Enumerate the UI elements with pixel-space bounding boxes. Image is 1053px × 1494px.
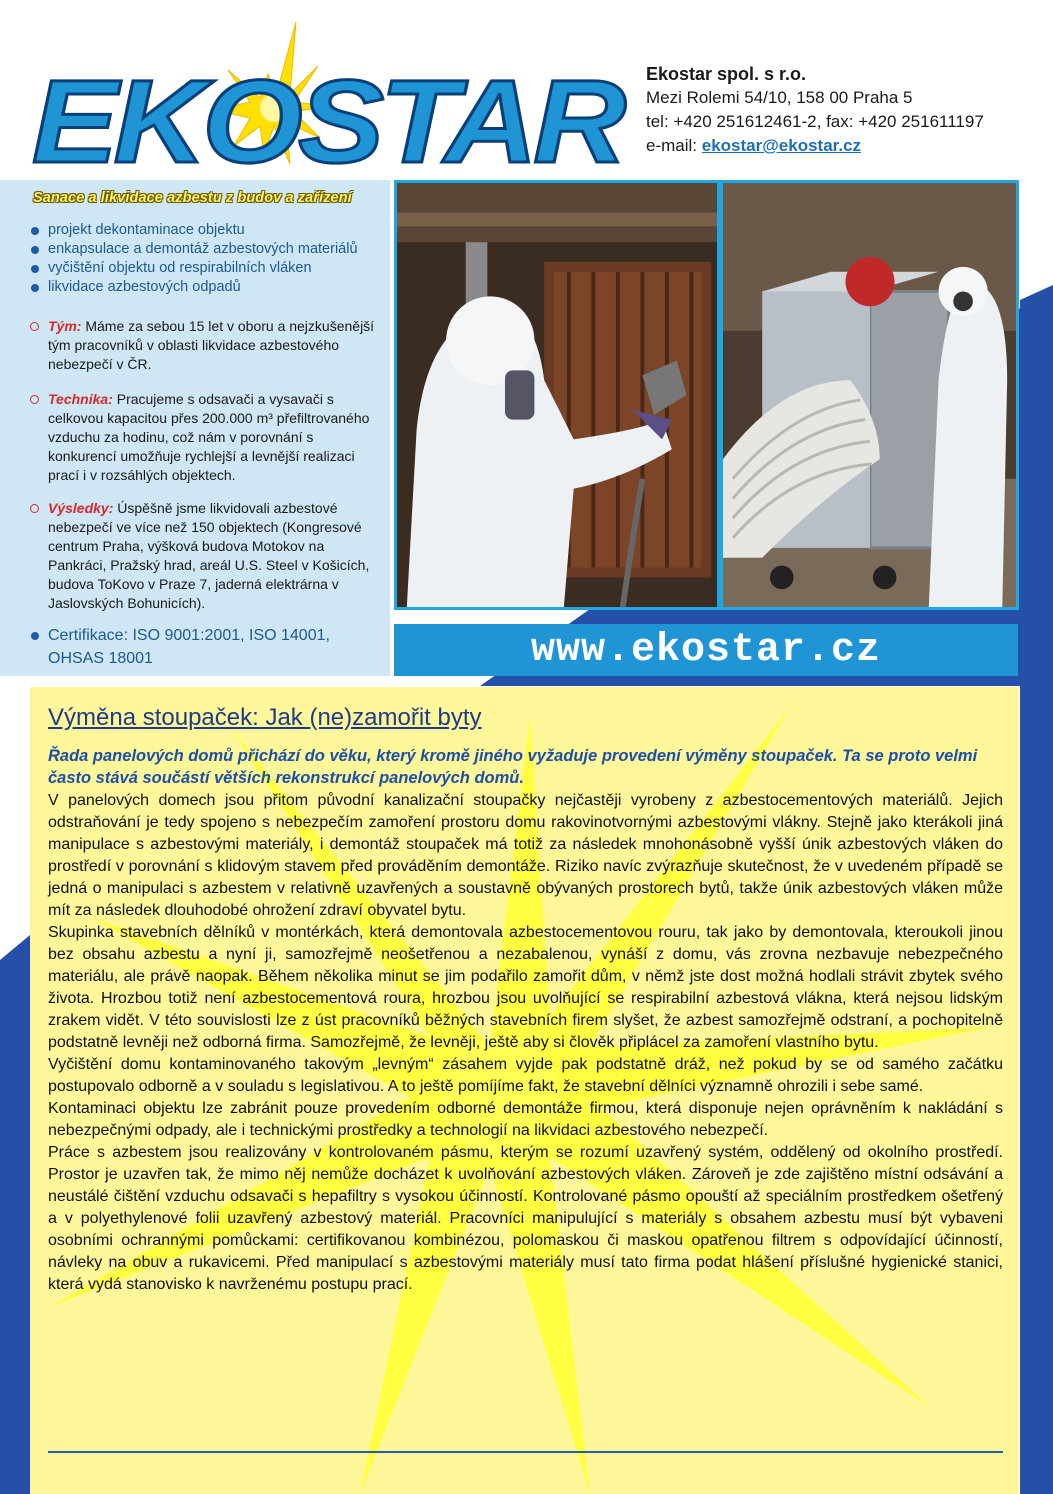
service-item: enkapsulace a demontáž azbestových materiálů bbox=[28, 240, 358, 259]
company-phone: tel: +420 251612461-2, fax: +420 251611197 bbox=[646, 112, 984, 131]
feature-text: Máme za sebou 15 let v oboru a nejzkušenější tým pracovníků v oblasti likvidace azbestového nebezpečí v ČR. bbox=[48, 318, 375, 372]
feature-label: Tým: bbox=[48, 318, 82, 334]
article-paragraph: Vyčištění domu kontaminovaného takovým „levným“ zásahem vyjde pak podstatně dráž, než pokud by se od samého začátku postupovalo odborně a v souladu s legislativou. A to ještě pomíjíme fakt, že stavební dělníci významně ohrozili i sebe samé. bbox=[48, 1056, 1003, 1095]
feature-label: Technika: bbox=[48, 391, 113, 407]
article-title: Výměna stoupaček: Jak (ne)zamořit byty bbox=[48, 704, 482, 731]
ring-bullet-icon bbox=[30, 504, 39, 513]
website-url[interactable]: www.ekostar.cz bbox=[530, 628, 882, 673]
certification: Certifikace: ISO 9001:2001, ISO 14001, OHSAS 18001 bbox=[28, 624, 388, 670]
feature-text: Úspěšně jsme likvidovali azbestové nebezpečí ve více než 150 objektech (Kongresové centrum Praha, výšková budova Motokov na Pankráci, Pražský hrad, areál U.S. Steel v Košicích, budova ToKovo v Praze 7, jaderná elektrárna v Jaslovských Bohunicích). bbox=[48, 500, 370, 611]
email-label: e-mail: bbox=[646, 136, 698, 155]
feature-text: Pracujeme s odsavači a vysavači s celkovou kapacitou přes 200.000 m³ přefiltrovaného vzduchu za hodinu, což nám v porovnání s konkurencí umožňuje rychlejší a levnější realizaci prací i v rozsáhlých objektech. bbox=[48, 391, 370, 483]
ekostar-logo bbox=[28, 14, 628, 172]
article-paragraph: Skupinka stavebních dělníků v montérkách, která demontovala azbestocementovou rouru, tak jako by demontovala, kteroukoli jinou bez obsahu azbestu a nyní ji, samozřejmě neošetřenou a nezabalenou, vynáší z domu, vás zrovna nezbavuje nebezpečného materiálu, ale právě naopak. Během několika minut se jim podařilo zamořit dům, v němž jste dost možná hodlali strávit zbytek svého života. Hrozbou totiž není azbestocementová roura, hrozbou jsou uvolňující se respirabilní azbestová vlákna, která nejsou lidským zrakem vidět. V této souvislosti lze z úst pracovníků běžných stavebních firem slyšet, že azbest samozřejmě odstraní, a pochopitelně podstatně levněji než odborná firma. Samozřejmě, že levněji, ještě aby si člověk připlácel za zamoření vlastního bytu. bbox=[48, 924, 1003, 1051]
service-item: vyčištění objektu od respirabilních vláken bbox=[28, 259, 358, 278]
contact-info bbox=[646, 62, 1046, 158]
service-item: likvidace azbestových odpadů bbox=[28, 278, 358, 297]
service-item: projekt dekontaminace objektu bbox=[28, 221, 358, 240]
bullet-icon bbox=[31, 227, 39, 235]
bullet-icon bbox=[31, 265, 39, 273]
article-paragraph: V panelových domech jsou přitom původní kanalizační stoupačky nejčastěji vyrobeny z azbestocementových materiálů. Jejich odstraňování je tedy spojeno s nebezpečím zamoření prostoru domu rakovinotvornými azbestovými vlákny. Stejně jako kterákoli jiná manipulace s azbestovými materiály, i demontáž stoupaček má totiž za následek mnohonásobně vyšší únik azbestových vláken do prostředí v porovnání s klidovým stavem před prováděním demontáže. Riziko navíc zvýrazňuje skutečnost, že v uvedeném případě se jedná o manipulaci s azbestem v relativně uzavřených a soustavně obývaných prostorech bytů, takže únik azbestových vláken může mít za následek dlouhodobé ohrožení zdraví obyvatel bytu. bbox=[48, 792, 1003, 919]
company-name: Ekostar spol. s r.o. bbox=[646, 64, 807, 84]
email-link[interactable]: ekostar@ekostar.cz bbox=[701, 136, 862, 155]
bullet-icon bbox=[31, 632, 39, 640]
company-email-line bbox=[646, 134, 1046, 158]
services-list bbox=[28, 221, 358, 297]
photo-worker-spraying bbox=[394, 180, 720, 610]
feature-results bbox=[30, 499, 385, 613]
article-paragraph: Práce s azbestem jsou realizovány v kontrolovaném pásmu, kterým se rozumí uzavřený systém, oddělený od okolního prostředí. Prostor je uzavřen tak, že mimo něj nemůže docházet k uvolňování azbestových vláken. Zároveň je zde zajištěno místní odsávání a neustálé čištění vzduchu odsavači s hepafiltry s vysokou účinností. Kontrolované pásmo opouští až speciálním prostředkem ošetřený a v polyethylenové folii uzavřený azbestový materiál. Pracovníci manipulující s materiály s obsahem azbestu musí být vybaveni osobními ochrannými pomůckami: certifikovanou kombinézou, polomaskou či maskou opatřenou filtrem s odpovídající účinností, návleky na obuv a rukavicemi. Před manipulací s azbestovými materiály musí tato firma podat hlášení příslušné hygienické stanici, která vydá stanovisko k navrženému postupu prací. bbox=[48, 1144, 1003, 1293]
article-body bbox=[48, 790, 1003, 1296]
ring-bullet-icon bbox=[30, 322, 39, 331]
feature-label: Výsledky: bbox=[48, 500, 114, 516]
ring-bullet-icon bbox=[30, 395, 39, 404]
bullet-icon bbox=[31, 246, 39, 254]
article-paragraph: Kontaminaci objektu lze zabránit pouze provedením odborné demontáže firmou, která disponuje nejen oprávněním k nakládání s nebezpečnými odpady, ale i technickými prostředky a technologií na likvidaci azbestového nebezpečí. bbox=[48, 1100, 1003, 1139]
photo-air-filter-unit bbox=[720, 180, 1019, 610]
feature-technique bbox=[30, 390, 385, 485]
company-address: Mezi Rolemi 54/10, 158 00 Praha 5 bbox=[646, 88, 913, 107]
article-lead: Řada panelových domů přichází do věku, který kromě jiného vyžaduje provedení výměny stoupaček. Ta se proto velmi často stává součástí větších rekonstrukcí panelových domů. bbox=[48, 747, 978, 787]
svg-text:EKOSTAR: EKOSTAR bbox=[32, 56, 627, 172]
bullet-icon bbox=[31, 284, 39, 292]
services-tagline: Sanace a likvidace azbestu z budov a zařízení bbox=[33, 190, 352, 206]
feature-team bbox=[30, 317, 385, 374]
article-divider bbox=[48, 1451, 1003, 1453]
